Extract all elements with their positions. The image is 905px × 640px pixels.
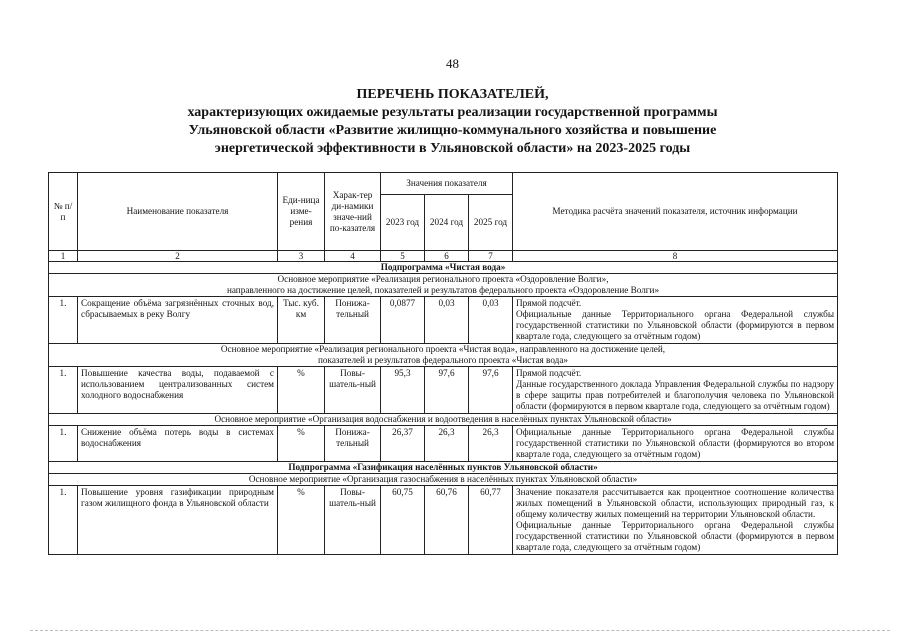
row-method: [513, 486, 838, 555]
table-row: [49, 367, 838, 414]
row-value-2023: 60,75: [381, 486, 425, 555]
header-name: Наименование показателя: [78, 173, 278, 251]
row-method: [513, 297, 838, 344]
col-number: 7: [469, 251, 513, 262]
section-row: [49, 474, 838, 486]
row-value-2024: 97,6: [425, 367, 469, 414]
section-title-line: Основное мероприятие «Реализация регионального проекта «Оздоровление Волги»,: [277, 274, 609, 284]
row-num: 1.: [49, 486, 78, 555]
section-title-line: показателей и результатов федерального проекта «Чистая вода»: [318, 355, 568, 365]
row-indicator-name: Сокращение объёма загрязнённых сточных вод, сбрасываемых в реку Волгу: [78, 297, 278, 344]
row-dynamics: Повы-шатель-ный: [325, 367, 381, 414]
row-method-text: Прямой подсчёт.: [516, 298, 582, 308]
row-value-2024: 26,3: [425, 426, 469, 462]
header-values-group: Значения показателя: [381, 173, 513, 195]
row-unit: %: [278, 426, 325, 462]
subprogram-row: [49, 262, 838, 274]
page-number: 48: [446, 56, 459, 71]
col-number: 8: [513, 251, 838, 262]
row-method-text: Официальные данные Территориального органа Федеральной службы государственной статистики по Ульяновской области (формируются в первом квартале года, следующего за отчётным годом): [516, 520, 835, 552]
section-title-line: Основное мероприятие «Реализация регионального проекта «Чистая вода», направленного на достижение целей,: [220, 344, 666, 354]
column-numbers-row: [49, 251, 838, 262]
row-value-2023: 0,0877: [381, 297, 425, 344]
subprogram-title: Подпрограмма «Чистая вода»: [49, 262, 838, 274]
document-title: [60, 86, 845, 158]
header-unit: Еди-ница изме-рения: [278, 173, 325, 251]
row-value-2025: 97,6: [469, 367, 513, 414]
title-line-1: ПЕРЕЧЕНЬ ПОКАЗАТЕЛЕЙ,: [356, 87, 549, 102]
col-number: 6: [425, 251, 469, 262]
row-indicator-name: Снижение объёма потерь воды в системах водоснабжения: [78, 426, 278, 462]
row-value-2024: 60,76: [425, 486, 469, 555]
row-unit: Тыс. куб. км: [278, 297, 325, 344]
row-value-2023: 26,37: [381, 426, 425, 462]
header-year-2023: 2023 год: [381, 195, 425, 251]
subprogram-row: [49, 462, 838, 474]
row-num: 1.: [49, 426, 78, 462]
col-number: 1: [49, 251, 78, 262]
row-method: [513, 426, 838, 462]
row-method-text: Официальные данные Территориального органа Федеральной службы государственной статистики по Ульяновской области (формируются в первом квартале года, следующего за отчётным годом): [516, 309, 835, 341]
table-header-row: [49, 173, 838, 195]
row-method-text: Официальные данные Территориального органа Федеральной службы государственной статистики по Ульяновской области (формируются во втором квартале года, следующего за отчётным годом): [516, 427, 835, 459]
section-title: [49, 344, 838, 367]
row-num: 1.: [49, 297, 78, 344]
row-value-2025: 0,03: [469, 297, 513, 344]
header-method: Методика расчёта значений показателя, источник информации: [513, 173, 838, 251]
row-unit: %: [278, 486, 325, 555]
header-year-2024: 2024 год: [425, 195, 469, 251]
row-method-text: Прямой подсчёт.: [516, 368, 582, 378]
table-row: [49, 297, 838, 344]
row-value-2024: 0,03: [425, 297, 469, 344]
row-dynamics: Повы-шатель-ный: [325, 486, 381, 555]
section-title: [49, 274, 838, 297]
col-number: 3: [278, 251, 325, 262]
row-value-2023: 95,3: [381, 367, 425, 414]
subprogram-title: Подпрограмма «Газификация населённых пунктов Ульяновской области»: [49, 462, 838, 474]
row-method-text: Данные государственного доклада Управления Федеральной службы по надзору в сфере защиты прав потребителей и благополучия человека по Ульяновской области (формируются в первом квартале года, следующего за отчётным годом): [516, 379, 835, 411]
section-title-line: направленного на достижение целей, показателей и результатов федерального проекта «Оздоровление Волги»: [226, 285, 660, 295]
header-num: № п/п: [49, 173, 78, 251]
title-line-4: энергетической эффективности в Ульяновской области» на 2023-2025 годы: [214, 141, 691, 156]
row-dynamics: Понижа-тельный: [325, 297, 381, 344]
col-number: 5: [381, 251, 425, 262]
section-row: [49, 274, 838, 297]
row-indicator-name: Повышение уровня газификации природным газом жилищного фонда в Ульяновской области: [78, 486, 278, 555]
row-method-text: Значение показателя рассчитывается как процентное соотношение количества жилых помещений в Ульяновской области, использующих природный газ, к общему количеству жилых помещений на территории Ульяновской области.: [516, 487, 835, 519]
row-value-2025: 60,77: [469, 486, 513, 555]
header-year-2025: 2025 год: [469, 195, 513, 251]
table-row: [49, 486, 838, 555]
col-number: 2: [78, 251, 278, 262]
row-dynamics: Понижа-тельный: [325, 426, 381, 462]
row-method: [513, 367, 838, 414]
section-row: [49, 414, 838, 426]
title-line-3: Ульяновской области «Развитие жилищно-коммунального хозяйства и повышение: [188, 123, 717, 138]
section-row: [49, 344, 838, 367]
row-num: 1.: [49, 367, 78, 414]
header-dynamics: Харак-тер ди-намики значе-ний по-казателя: [325, 173, 381, 251]
title-line-2: характеризующих ожидаемые результаты реализации государственной программы: [187, 105, 718, 120]
row-value-2025: 26,3: [469, 426, 513, 462]
section-title: Основное мероприятие «Организация газоснабжения в населённых пунктах Ульяновской области»: [49, 474, 838, 486]
col-number: 4: [325, 251, 381, 262]
indicators-table: [48, 172, 838, 555]
page-bottom-edge: [30, 630, 890, 631]
row-indicator-name: Повышение качества воды, подаваемой с использованием централизованных систем холодного водоснабжения: [78, 367, 278, 414]
table-row: [49, 426, 838, 462]
section-title: Основное мероприятие «Организация водоснабжения и водоотведения в населённых пунктах Ульяновской области»: [49, 414, 838, 426]
row-unit: %: [278, 367, 325, 414]
